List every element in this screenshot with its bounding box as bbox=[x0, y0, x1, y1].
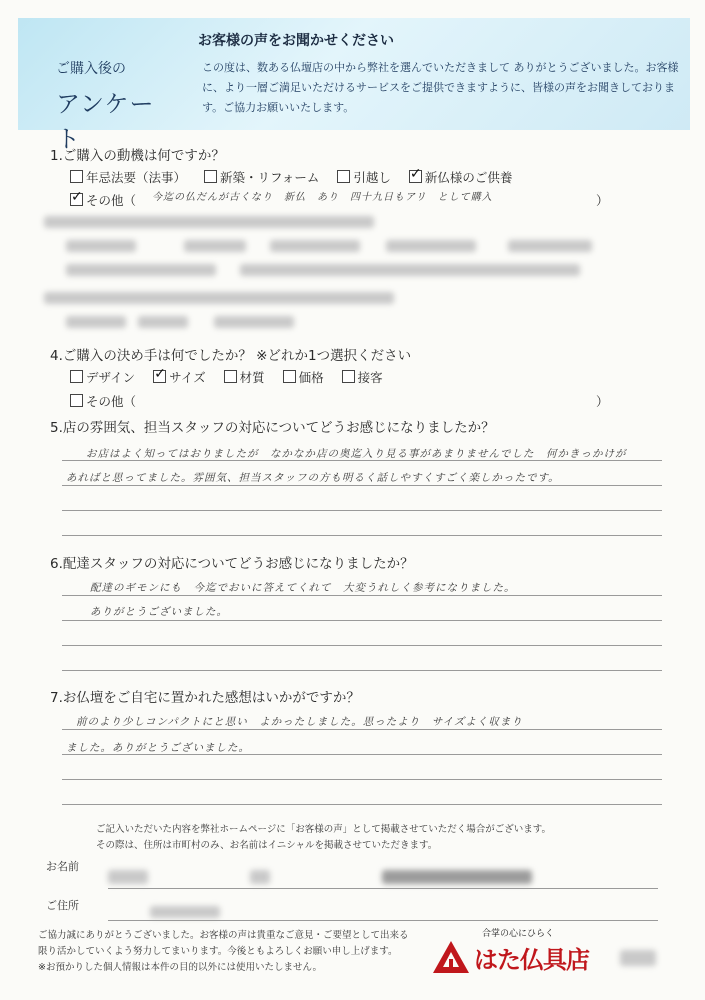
q4-option-material[interactable]: 材質 bbox=[224, 368, 265, 386]
redacted-option bbox=[214, 316, 294, 328]
q6-answer-line-1: 配達のギモンにも 今迄でおいに答えてくれて 大変うれしく参考になりました。 bbox=[90, 582, 516, 594]
answer-line bbox=[62, 729, 662, 730]
checkbox-checked-icon[interactable] bbox=[409, 170, 422, 183]
footer-notes: ご協力誠にありがとうございました。お客様の声は貴重なご意見・ご要望として出来る 限り活かしていくよう努力してまいります。今後ともよろしくお願い申し上げます。 ※お預かりした個人情報は本件の目的以外には使用いたしません。 bbox=[38, 930, 409, 973]
answer-line bbox=[62, 645, 662, 646]
redacted-name bbox=[108, 870, 148, 884]
address-label: ご住所 bbox=[46, 899, 79, 912]
redacted-name bbox=[250, 870, 270, 884]
question-4-options bbox=[70, 368, 397, 386]
q1-option-other[interactable]: ✓その他（ bbox=[70, 191, 136, 209]
redacted-address bbox=[150, 906, 220, 918]
q4-option-other[interactable]: その他（ bbox=[70, 392, 136, 410]
answer-line bbox=[62, 620, 662, 621]
q4-option-price[interactable]: 価格 bbox=[283, 368, 324, 386]
answer-line bbox=[62, 510, 662, 511]
q1-option-new-buddha[interactable]: ✓ 新仏様のご供養 bbox=[409, 168, 513, 186]
answer-line bbox=[62, 804, 662, 805]
banner-title-line1: ご購入後の bbox=[56, 61, 126, 77]
name-field-line bbox=[108, 888, 658, 889]
banner-title-line2: アンケート bbox=[56, 90, 155, 153]
checkbox-checked-icon[interactable] bbox=[70, 193, 83, 206]
q1-other-close-paren: ） bbox=[596, 193, 609, 208]
store-logo bbox=[430, 926, 600, 976]
question-1-label: 1.ご購入の動機は何ですか？ bbox=[50, 148, 225, 164]
q5-answer-line-2: あればと思ってました。雰囲気、担当スタッフの方も明るく話しやすくすごく楽しかったです。 bbox=[66, 472, 560, 484]
name-label: お名前 bbox=[46, 860, 79, 873]
checkbox-icon[interactable] bbox=[70, 370, 83, 383]
answer-line bbox=[62, 754, 662, 755]
q1-option-hoji[interactable]: 年忌法要（法事） bbox=[70, 168, 186, 186]
answer-line bbox=[62, 535, 662, 536]
redacted-option bbox=[386, 240, 476, 252]
banner-intro-text: この度は、数ある仏壇店の中から弊社を選んでいただきまして ありがとうございました。お客様に、より一層ご満足いただけるサービスをご提供できますように、皆様の声をお聞きしております。ご協力お願いいたします。 bbox=[202, 61, 679, 114]
question-1-options bbox=[70, 168, 526, 186]
q4-other-close-paren: ） bbox=[596, 394, 609, 409]
checkbox-checked-icon[interactable] bbox=[153, 370, 166, 383]
q7-answer-line-1: 前のより少しコンパクトにと思い よかったしました。思ったより サイズよく収まり bbox=[76, 716, 523, 728]
checkbox-icon[interactable] bbox=[342, 370, 355, 383]
answer-line bbox=[62, 595, 662, 596]
question-4-label: 4.ご購入の決め手は何でしたか？ ※どれか1つ選択ください bbox=[50, 348, 412, 364]
q1-option-renovation[interactable]: 新築・リフォーム bbox=[204, 168, 319, 186]
q5-answer-line-1: お店はよく知ってはおりましたが なかなか店の奥迄入り見る事があまりませんでした 何かきっかけが bbox=[86, 448, 627, 460]
redacted-question-3 bbox=[44, 292, 394, 304]
checkbox-icon[interactable] bbox=[337, 170, 350, 183]
question-5-label: 5.店の雰囲気、担当スタッフの対応についてどうお感じになりましたか？ bbox=[50, 420, 495, 436]
q4-option-size[interactable]: ✓ サイズ bbox=[153, 368, 206, 386]
q6-answer-line-2: ありがとうございました。 bbox=[90, 606, 228, 618]
q1-other-handwritten-answer: 今迄の仏だんが古くなり 新仏 あり 四十九日もアリ として購入 bbox=[152, 192, 493, 203]
q7-answer-line-2: ました。ありがとうございました。 bbox=[66, 742, 250, 754]
redacted-option bbox=[508, 240, 592, 252]
redacted-option bbox=[138, 316, 188, 328]
question-7-label: 7.お仏壇をご自宅に置かれた感想はいかがですか？ bbox=[50, 690, 360, 706]
checkbox-icon[interactable] bbox=[224, 370, 237, 383]
address-field-line bbox=[108, 920, 658, 921]
q4-option-service[interactable]: 接客 bbox=[342, 368, 383, 386]
checkbox-icon[interactable] bbox=[204, 170, 217, 183]
redacted-option bbox=[270, 240, 360, 252]
redacted-option bbox=[240, 264, 580, 276]
redacted-option bbox=[66, 240, 136, 252]
checkbox-icon[interactable] bbox=[70, 170, 83, 183]
answer-line bbox=[62, 779, 662, 780]
q1-option-moving[interactable]: 引越し bbox=[337, 168, 391, 186]
answer-line bbox=[62, 485, 662, 486]
logo-wordmark: はた仏具店 bbox=[474, 945, 589, 974]
banner-title bbox=[56, 58, 176, 154]
redacted-name bbox=[382, 870, 532, 884]
checkbox-icon[interactable] bbox=[283, 370, 296, 383]
checkbox-icon[interactable] bbox=[70, 394, 83, 407]
redacted-option bbox=[184, 240, 246, 252]
answer-line bbox=[62, 460, 662, 461]
question-6-label: 6.配達スタッフの対応についてどうお感じになりましたか？ bbox=[50, 556, 414, 572]
redacted-option bbox=[66, 264, 216, 276]
redacted-option bbox=[66, 316, 126, 328]
banner-heading: お客様の声をお聞かせください bbox=[198, 33, 394, 49]
redacted-stamp bbox=[620, 950, 656, 966]
mountain-logo-icon bbox=[432, 940, 470, 974]
q4-option-design[interactable]: デザイン bbox=[70, 368, 135, 386]
logo-tagline: 合掌の心にひらく bbox=[482, 929, 555, 939]
survey-banner bbox=[18, 18, 690, 153]
redacted-question-2 bbox=[44, 216, 374, 228]
publication-notice: ご記入いただいた内容を弊社ホームページに「お客様の声」として掲載させていただく場合がございます。 その際は、住所は市町村のみ、お名前はイニシャルを掲載させていただきます。 bbox=[96, 824, 552, 851]
answer-line bbox=[62, 670, 662, 671]
